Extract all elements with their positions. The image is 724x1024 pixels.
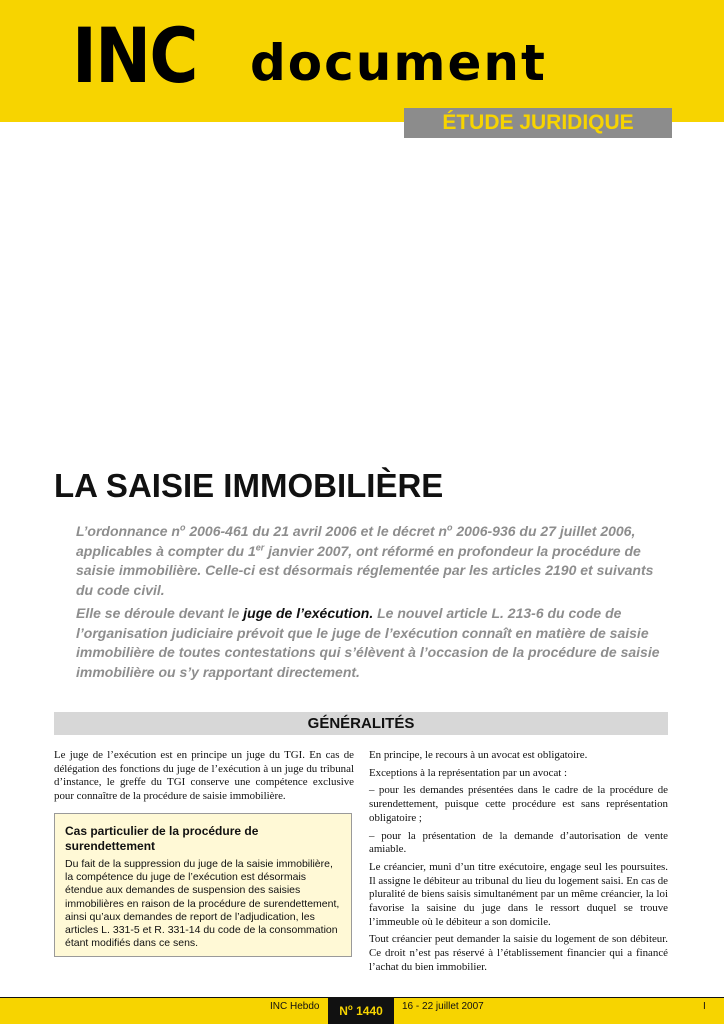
superscript: o [446, 522, 453, 533]
footer-issue-number [328, 997, 394, 1024]
intro-text: 2006-936 du 27 juillet 2006, applicables à compter du 1 [76, 523, 636, 559]
body-paragraph: Tout créancier peut demander la saisie du logement de son débiteur. Ce droit n’est pas réservé à l’établissement financier qui a financé l’achat du bien immobilier. [369, 933, 668, 973]
page-number: I [703, 1001, 706, 1012]
intro-highlight: juge de l’exécution. [243, 605, 374, 621]
section-heading: GÉNÉRALITÉS [54, 712, 668, 735]
issue-prefix: N [339, 1004, 348, 1018]
body-paragraph: – pour les demandes présentées dans le cadre de la procédure de surendettement, puisque cette procédure est sans représentation obligatoire ; [369, 784, 668, 824]
intro-text: Le nouvel article L. 213-6 du code de l’organisation judiciaire prévoit que le juge de l’exécution connaît en matière de saisie immobilière de toutes contestations qui s’élèvent à l’occasion de la procédure de saisie immobilière ou s’y rapportant directement. [76, 605, 660, 680]
brand-document-logo: document [250, 34, 547, 92]
sidebar-box [54, 813, 352, 957]
category-label: ÉTUDE JURIDIQUE [404, 108, 672, 138]
page-title: LA SAISIE IMMOBILIÈRE [54, 467, 444, 504]
body-paragraph: – pour la présentation de la demande d’autorisation de vente amiable. [369, 829, 668, 856]
body-paragraph: En principe, le recours à un avocat est obligatoire. [369, 749, 588, 761]
intro-block [76, 522, 666, 686]
intro-text: janvier 2007, ont réformé en profondeur la procédure de saisie immobilière. Celle-ci est désormais réglementée par les articles 2190 et suivants du code civil. [76, 542, 654, 598]
body-paragraph: Le créancier, muni d’un titre exécutoire, engage seul les poursuites. Il assigne le débiteur au tribunal du lieu du logement saisi. En cas de pluralité de biens saisis simultanément par un même créancier, la loi favorise la saisine du juge dans le ressort duquel se trouve l’immeuble où le débiteur a son domicile. [369, 860, 668, 928]
brand-inc-logo: INC [72, 11, 197, 100]
intro-paragraph-2 [76, 604, 666, 682]
footer-publication: INC Hebdo [270, 1001, 320, 1012]
intro-text: L’ordonnance n [76, 523, 180, 539]
superscript: o [179, 522, 186, 533]
issue-number: 1440 [352, 1004, 383, 1018]
body-paragraph: Exceptions à la représentation par un avocat : [369, 766, 568, 779]
intro-paragraph-1 [76, 522, 666, 600]
left-column [54, 749, 354, 808]
right-column [369, 749, 668, 979]
body-paragraph: Le juge de l’exécution est en principe un juge du TGI. En cas de délégation des fonctions du juge de l’exécution à un juge du tribunal d’instance, le greffe du TGI conserve une compétence exclusive pour connaître de la procédure de saisie immobilière. [54, 749, 354, 803]
superscript: er [255, 541, 265, 552]
box-text: Du fait de la suppression du juge de la saisie immobilière, la compétence du juge de l’exécution est désormais étendue aux demandes de suspension des saisies immobilières en raison de la procédure de surendettement, ainsi qu’aux demandes de report de l’adjudication, les articles L. 331-5 et R. 331-14 du code de la consommation étant modifiés dans ce sens. [65, 858, 340, 950]
intro-text: 2006-461 du 21 avril 2006 et le décret n [185, 523, 447, 539]
footer-date: 16 - 22 juillet 2007 [402, 1001, 484, 1012]
intro-text: Elle se déroule devant le [76, 605, 244, 621]
box-title: Cas particulier de la procédure de surendettement [65, 824, 259, 853]
superscript: o [347, 1003, 353, 1012]
